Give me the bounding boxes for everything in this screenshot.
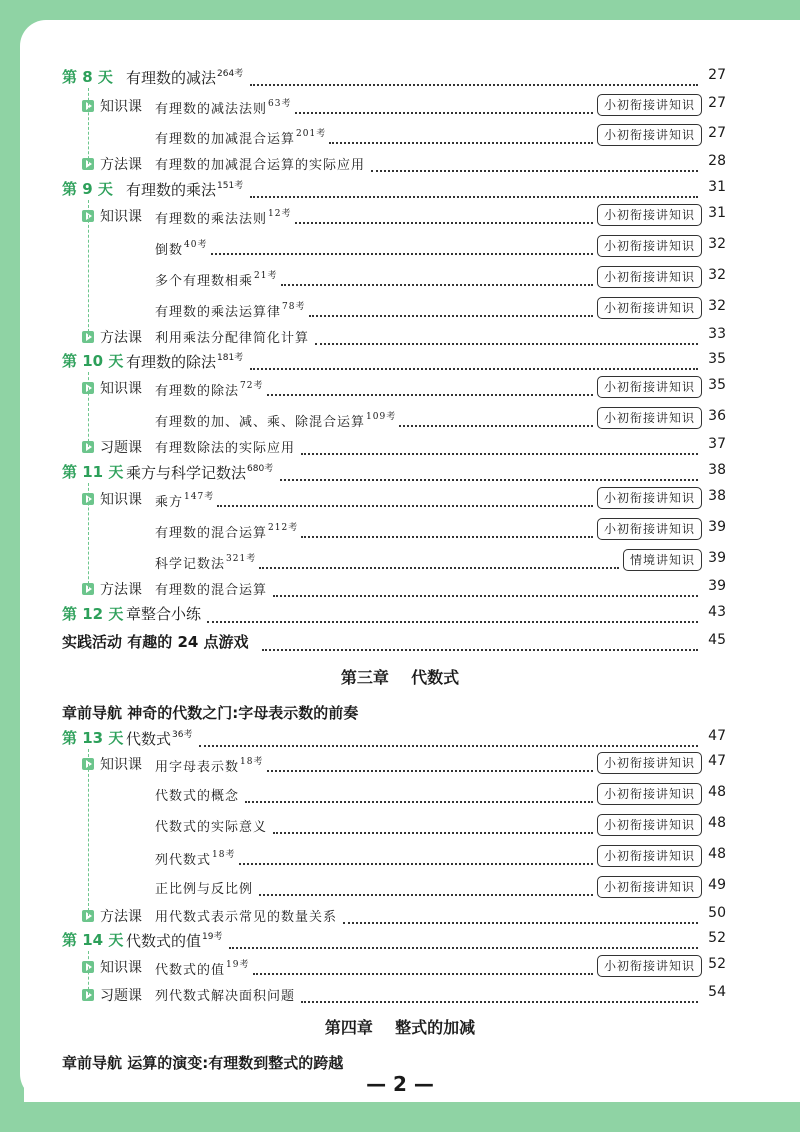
page-ref: 39 [708,519,726,535]
topic-title [155,985,295,1004]
page-ref: 27 [708,67,726,83]
dot-leader [217,491,593,507]
toc-topic-row[interactable] [0,264,800,292]
exam-count: 12考 [268,209,292,219]
knowledge-badge: 小初衔接讲知识 [597,783,702,805]
toc-nav-row[interactable] [0,629,800,657]
lesson-type [82,437,142,457]
toc-topic-row[interactable] [0,150,800,178]
page-ref: 49 [708,877,726,893]
topic-text: 有理数的加减混合运算的实际应用 [155,158,366,173]
page-ref: 39 [708,578,726,594]
topic-text: 有理数的乘法运算律 [155,305,282,320]
exam-count: 201考 [296,129,327,139]
page-ref: 54 [708,984,726,1000]
topic-text: 正比例与反比例 [155,882,254,897]
dot-leader [371,156,698,172]
toc-day-row[interactable] [0,459,800,487]
dot-leader [259,553,619,569]
lesson-type [82,754,142,774]
toc-day-row[interactable] [0,601,800,629]
topic-title [155,268,277,289]
chapter-title: 第三章 代数式 [340,668,460,687]
page-ref: 48 [708,815,726,831]
page-ref: 38 [708,462,726,478]
lesson-connector-line [88,483,89,589]
day-label: 第 8 天 [62,68,113,86]
exam-count: 18考 [240,757,264,767]
dot-leader [250,70,698,86]
lesson-connector-line [88,372,89,447]
topic-text: 用字母表示数 [155,760,240,775]
dot-leader [301,439,698,455]
page-ref: 35 [708,377,726,393]
lesson-type [82,327,142,347]
topic-title [155,96,291,117]
lesson-type-text: 方法课 [100,909,142,925]
toc-topic-row[interactable] [0,374,800,402]
page-ref: 47 [708,728,726,744]
page-ref: 33 [708,326,726,342]
lesson-type [82,489,142,509]
toc-day-row[interactable] [0,64,800,92]
toc-topic-row[interactable] [0,405,800,433]
lesson-type [82,957,142,977]
knowledge-badge: 小初衔接讲知识 [597,876,702,898]
exam-count: 151考 [217,181,244,191]
page-ref: 37 [708,436,726,452]
topic-text: 乘方 [155,495,184,510]
day-title [126,66,243,88]
dot-leader [309,301,593,317]
day-title-text: 代数式 [126,730,172,748]
lesson-connector-line [88,951,89,995]
dot-leader [301,522,593,538]
topic-text: 有理数除法的实际应用 [155,441,296,456]
exam-count: 19考 [226,960,250,970]
exam-count: 18考 [212,850,236,860]
knowledge-badge: 小初衔接讲知识 [597,487,702,509]
day-label: 第 13 天 [62,729,124,747]
day-label: 第 14 天 [62,931,124,949]
toc-day-row[interactable] [0,927,800,955]
dot-leader [301,987,698,1003]
exam-count: 147考 [184,492,215,502]
exam-count: 36考 [172,730,193,740]
page-ref: 38 [708,488,726,504]
dot-leader [267,756,593,772]
page-number: — 2 — [366,1072,434,1096]
page-ref: 48 [708,784,726,800]
toc-topic-row[interactable] [0,485,800,513]
lesson-connector-line [88,749,89,916]
knowledge-badge: 小初衔接讲知识 [597,955,702,977]
toc-topic-row[interactable] [0,433,800,461]
toc-day-row[interactable] [0,348,800,376]
nav-title: 实践活动 有趣的 24 点游戏 [62,633,249,651]
topic-text: 多个有理数相乘 [155,274,254,289]
toc-topic-row[interactable] [0,516,800,544]
lesson-type [82,985,142,1005]
page-ref: 39 [708,550,726,566]
topic-text: 代数式的概念 [155,789,240,804]
dot-leader [273,818,593,834]
topic-text: 用代数式表示常见的数量关系 [155,910,338,925]
toc-topic-row[interactable] [0,233,800,261]
toc-topic-row[interactable] [0,575,800,603]
lesson-type-text: 习题课 [100,440,142,456]
exam-count: 212考 [268,523,299,533]
page-ref: 52 [708,930,726,946]
lesson-type [82,206,142,226]
exam-count: 40考 [184,240,208,250]
topic-text: 有理数的混合运算 [155,583,268,598]
topic-title [155,906,337,925]
lesson-connector-line [88,88,89,164]
dot-leader [273,581,698,597]
day-label: 第 12 天 [62,605,124,623]
dot-leader [245,787,593,803]
toc-day-row[interactable] [0,725,800,753]
exam-count: 264考 [217,69,244,79]
topic-title [155,126,326,147]
page-ref: 32 [708,298,726,314]
knowledge-badge: 小初衔接讲知识 [597,814,702,836]
day-title-text: 有理数的减法 [126,69,217,87]
topic-text: 有理数的加、减、乘、除混合运算 [155,415,366,430]
dot-leader [315,329,698,345]
page-ref: 28 [708,153,726,169]
topic-text: 倒数 [155,243,184,258]
topic-title [155,957,249,978]
page-ref: 52 [708,956,726,972]
knowledge-badge: 小初衔接讲知识 [597,376,702,398]
topic-text: 有理数的混合运算 [155,526,268,541]
dot-leader [239,849,593,865]
knowledge-badge: 小初衔接讲知识 [597,407,702,429]
topic-text: 列代数式解决面积问题 [155,989,296,1004]
page-ref: 36 [708,408,726,424]
page-ref: 50 [708,905,726,921]
lesson-type-text: 方法课 [100,330,142,346]
topic-text: 有理数的乘法法则 [155,212,268,227]
page-ref: 27 [708,125,726,141]
dot-leader [250,354,698,370]
knowledge-badge: 小初衔接讲知识 [597,204,702,226]
knowledge-badge: 小初衔接讲知识 [597,94,702,116]
knowledge-badge: 小初衔接讲知识 [597,266,702,288]
dot-leader [267,380,593,396]
dot-leader [259,880,593,896]
knowledge-badge: 小初衔接讲知识 [597,297,702,319]
dot-leader [280,465,698,481]
topic-title [155,154,365,173]
toc-topic-row[interactable] [0,953,800,981]
day-title [126,350,243,372]
lesson-type-text: 知识课 [100,757,142,773]
topic-title [155,816,267,835]
topic-text: 列代数式 [155,853,212,868]
page-ref: 35 [708,351,726,367]
topic-title [155,378,263,399]
exam-count: 680考 [247,464,274,474]
toc-topic-row[interactable] [0,547,800,575]
lesson-type-text: 知识课 [100,960,142,976]
toc-nav-row[interactable] [0,700,800,728]
day-title [126,178,243,200]
day-title-text: 有理数的乘法 [126,181,217,199]
topic-text: 代数式的值 [155,963,226,978]
topic-text: 有理数的加减混合运算 [155,132,296,147]
topic-title [155,754,263,775]
dot-leader [199,731,698,747]
lesson-type-text: 方法课 [100,582,142,598]
lesson-type [82,96,142,116]
toc-topic-row[interactable] [0,781,800,809]
lesson-type-text: 习题课 [100,988,142,1004]
topic-title [155,299,305,320]
toc-topic-row[interactable] [0,812,800,840]
exam-count: 109考 [366,412,397,422]
dot-leader [295,98,593,114]
toc-topic-row[interactable] [0,750,800,778]
toc-topic-row[interactable] [0,122,800,150]
lesson-type-text: 知识课 [100,381,142,397]
page-ref: 32 [708,267,726,283]
dot-leader [253,959,593,975]
exam-count: 72考 [240,381,264,391]
lesson-type [82,154,142,174]
page-ref: 31 [708,179,726,195]
lesson-type [82,906,142,926]
nav-title: 章前导航 神奇的代数之门:字母表示数的前奏 [62,704,359,722]
lesson-connector-line [88,200,89,337]
day-title-text: 有理数的除法 [126,353,217,371]
day-title [126,461,273,483]
topic-title [155,327,309,346]
topic-text: 代数式的实际意义 [155,820,268,835]
topic-title [155,489,214,510]
exam-count: 21考 [254,271,278,281]
dot-leader [250,182,698,198]
dot-leader [399,411,593,427]
toc-topic-row[interactable] [0,323,800,351]
lesson-type-text: 知识课 [100,492,142,508]
topic-title [155,579,267,598]
nav-title: 章前导航 运算的演变:有理数到整式的跨越 [62,1054,344,1072]
toc-topic-row[interactable] [0,981,800,1009]
dot-leader [211,239,593,255]
day-label: 第 10 天 [62,352,124,370]
toc-topic-row[interactable] [0,295,800,323]
day-title [126,727,192,749]
topic-title [155,878,253,897]
toc-topic-row[interactable] [0,92,800,120]
lesson-type [82,579,142,599]
knowledge-badge: 小初衔接讲知识 [597,124,702,146]
toc-topic-row[interactable] [0,902,800,930]
day-title-text: 章整合小练 [126,605,202,623]
toc-day-row[interactable] [0,176,800,204]
dot-leader [262,635,698,651]
topic-text: 科学记数法 [155,557,226,572]
day-title-text: 代数式的值 [126,932,202,950]
dot-leader [343,908,698,924]
dot-leader [229,933,698,949]
topic-title [155,206,291,227]
toc-topic-row[interactable] [0,202,800,230]
lesson-type-text: 知识课 [100,99,142,115]
exam-count: 181考 [217,353,244,363]
page-ref: 32 [708,236,726,252]
exam-count: 19考 [202,932,223,942]
knowledge-badge: 小初衔接讲知识 [597,845,702,867]
exam-count: 321考 [226,554,257,564]
page-ref: 47 [708,753,726,769]
knowledge-badge: 小初衔接讲知识 [597,752,702,774]
topic-title [155,437,295,456]
toc-topic-row[interactable] [0,843,800,871]
knowledge-badge: 情境讲知识 [623,549,702,571]
dot-leader [207,607,698,623]
dot-leader [329,128,593,144]
lesson-type-text: 知识课 [100,209,142,225]
day-title-text: 乘方与科学记数法 [126,464,247,482]
exam-count: 78考 [282,302,306,312]
topic-title [155,847,235,868]
day-title [126,929,222,951]
page-ref: 48 [708,846,726,862]
topic-title [155,237,207,258]
page-ref: 31 [708,205,726,221]
topic-title [155,409,396,430]
lesson-type-text: 方法课 [100,157,142,173]
toc-topic-row[interactable] [0,874,800,902]
topic-title [155,520,298,541]
day-title [126,603,201,624]
day-label: 第 11 天 [62,463,124,481]
topic-title [155,785,239,804]
chapter-title: 第四章 整式的加减 [324,1018,476,1037]
page-ref: 43 [708,604,726,620]
topic-text: 有理数的减法法则 [155,102,268,117]
topic-text: 有理数的除法 [155,384,240,399]
page-ref: 27 [708,95,726,111]
day-label: 第 9 天 [62,180,113,198]
topic-title [155,551,256,572]
knowledge-badge: 小初衔接讲知识 [597,518,702,540]
lesson-type [82,378,142,398]
knowledge-badge: 小初衔接讲知识 [597,235,702,257]
exam-count: 63考 [268,99,292,109]
dot-leader [295,208,593,224]
dot-leader [281,270,593,286]
page-ref: 45 [708,632,726,648]
topic-text: 利用乘法分配律简化计算 [155,331,310,346]
